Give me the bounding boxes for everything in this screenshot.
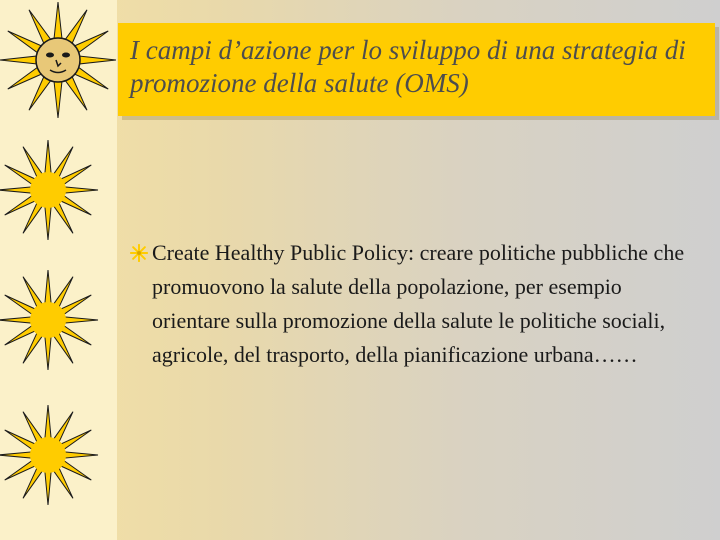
sun-ray <box>45 469 52 505</box>
sun-ray <box>0 317 34 324</box>
left-decor-strip <box>0 0 117 540</box>
sun-decorations <box>0 0 117 540</box>
sun-core <box>30 302 66 338</box>
sun-ray <box>45 140 52 176</box>
sun-ray <box>45 334 52 370</box>
sun-ray <box>62 452 98 459</box>
sun-ray <box>0 56 38 64</box>
sun-icon <box>0 140 98 240</box>
sun-ray <box>54 80 62 118</box>
slide-title: I campi d’azione per lo sviluppo di una strategia di promozione della salute (OMS) <box>130 35 686 98</box>
sun-icon <box>0 405 98 505</box>
bullet-text: Create Healthy Public Policy: creare politiche pubbliche che promuovono la salute della popolazione, per esempio orientare sulla promozione della salute le politiche sociali, agricole, del trasporto, della pianificazione urbana…… <box>152 240 685 367</box>
sun-ray <box>45 405 52 441</box>
sun-face-icon <box>0 2 116 118</box>
sun-ray <box>0 187 34 194</box>
sun-ray <box>45 204 52 240</box>
sun-ray <box>62 317 98 324</box>
sun-core <box>30 172 66 208</box>
sun-ray <box>45 270 52 306</box>
bullet-item <box>130 236 700 372</box>
sun-core <box>30 437 66 473</box>
sun-ray <box>0 452 34 459</box>
star-bullet-icon <box>130 244 148 262</box>
sun-ray <box>54 2 62 40</box>
sun-ray <box>78 56 116 64</box>
sun-ray <box>62 187 98 194</box>
sun-icon <box>0 270 98 370</box>
